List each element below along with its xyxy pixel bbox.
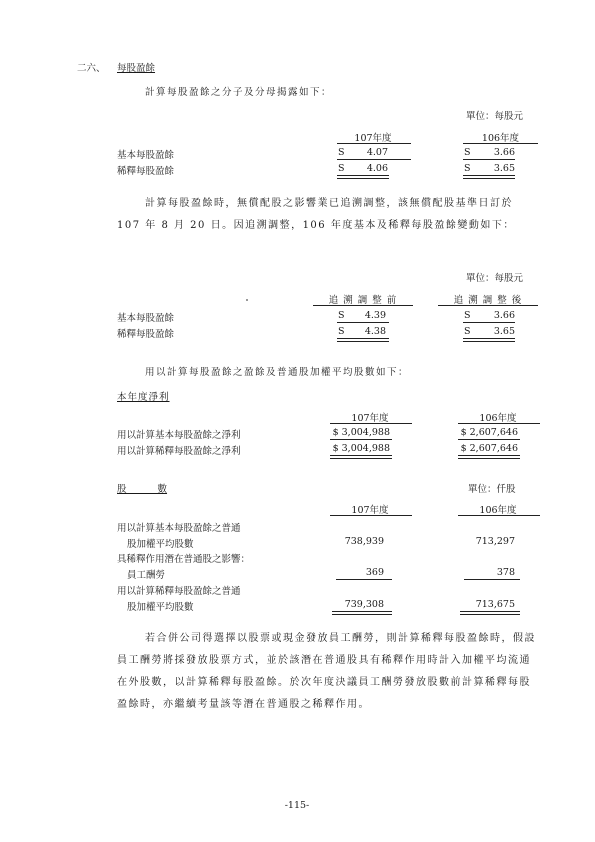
table1-row-basic-currency-2017: S <box>464 147 471 158</box>
table1-row-basic-value-2017: 3.66 <box>493 147 515 158</box>
table2-col-before: 追 溯 調 整 前 <box>328 295 398 306</box>
table4-employee-compensation-value-2017: 378 <box>496 567 515 578</box>
table2-row-diluted-currency-after: S <box>464 326 471 337</box>
table2-row-basic-value-before: 4.39 <box>364 310 386 321</box>
table4-row-basic-label-line1: 用以計算基本每股盈餘之普通 <box>117 523 241 534</box>
table1-row-diluted-value-2017: 3.65 <box>493 163 515 174</box>
table1-row-basic-value-2018: 4.07 <box>366 147 388 158</box>
table4-col-2018: 107年度 <box>351 505 389 516</box>
table2-unit: 單位：每股元 <box>466 273 524 284</box>
table3-row-basic-value-2017: $ 2,607,646 <box>460 427 518 438</box>
table2-row-diluted-value-after: 3.65 <box>493 326 515 337</box>
table1-col-2018: 107年度 <box>354 133 392 144</box>
intro-shares: 用以計算每股盈餘之盈餘及普通股加權平均股數如下： <box>145 367 410 378</box>
table4-employee-compensation-label: 員工酬勞 <box>127 570 166 581</box>
table1-row-basic-label: 基本每股盈餘 <box>117 150 175 161</box>
shares-title: 股 數 <box>117 484 168 495</box>
scan-speck <box>246 299 248 301</box>
table1-col-2017: 106年度 <box>481 133 520 144</box>
employee-compensation-paragraph: 若合併公司得選擇以股票或現金發放員工酬勞，則計算稀釋每股盈餘時，假設員工酬勞將採發放股票方式，並於該潛在普通股具有稀釋作用時計入加權平均流通在外股數，以計算稀釋每股盈餘。於次年度決議員工酬勞發放股數前計算稀釋每股盈餘時，亦繼續考量該等潛在普通股之稀釋作用。 <box>117 633 536 710</box>
table1-row-basic-currency-2018: S <box>338 147 345 158</box>
table4-col-2017: 106年度 <box>479 505 517 516</box>
table3-col-2018: 107年度 <box>351 413 389 424</box>
table2-row-basic-value-after: 3.66 <box>493 310 515 321</box>
page-number: -115- <box>284 800 310 811</box>
table3-row-diluted-value-2017: $ 2,607,646 <box>460 443 518 454</box>
section-number: 二六、 <box>77 63 106 74</box>
table2-row-basic-currency-after: S <box>464 310 471 321</box>
table1-row-diluted-value-2018: 4.06 <box>366 163 388 174</box>
table4-dilutive-effect-label: 具稀釋作用潛在普通股之影響： <box>117 554 251 565</box>
table4-row-basic-label-line2: 股加權平均股數 <box>127 539 194 550</box>
table1-row-diluted-label: 稀釋每股盈餘 <box>117 166 175 177</box>
table4-row-diluted-label-line1: 用以計算稀釋每股盈餘之普通 <box>117 586 241 597</box>
table3-row-basic-label: 用以計算基本每股盈餘之淨利 <box>117 430 241 441</box>
table3-row-diluted-label: 用以計算稀釋每股盈餘之淨利 <box>117 446 241 457</box>
retroactive-adjustment-paragraph: 計算每股盈餘時，無償配股之影響業已追溯調整，該無償配股基準日訂於 107 年 8 月 20 日。因追溯調整，106 年度基本及稀釋每股盈餘變動如下： <box>117 198 515 231</box>
table3-col-2017: 106年度 <box>479 413 517 424</box>
table2-row-diluted-label: 稀釋每股盈餘 <box>117 329 175 340</box>
section-title: 每股盈餘 <box>117 63 156 74</box>
table1-row-diluted-currency-2017: S <box>464 163 471 174</box>
table4-row-diluted-value-2018: 739,308 <box>344 599 384 610</box>
table4-row-basic-value-2017: 713,297 <box>475 536 515 547</box>
table4-employee-compensation-value-2018: 369 <box>365 567 384 578</box>
table2-row-basic-label: 基本每股盈餘 <box>117 313 175 324</box>
table2-row-diluted-value-before: 4.38 <box>364 326 386 337</box>
table2-row-basic-currency-before: S <box>338 310 345 321</box>
table4-unit: 單位：仟股 <box>468 484 516 495</box>
table4-row-basic-value-2018: 738,939 <box>344 536 384 547</box>
intro-disclosure: 計算每股盈餘之分子及分母揭露如下： <box>145 87 333 98</box>
table1-row-diluted-currency-2018: S <box>338 163 345 174</box>
table1-unit: 單位：每股元 <box>466 111 524 122</box>
table3-row-basic-value-2018: $ 3,004,988 <box>332 427 390 438</box>
net-income-title: 本年度淨利 <box>117 392 170 403</box>
table4-row-diluted-value-2017: 713,675 <box>475 599 515 610</box>
table2-row-diluted-currency-before: S <box>338 326 345 337</box>
table2-col-after: 追 溯 調 整 後 <box>453 295 523 306</box>
table3-row-diluted-value-2018: $ 3,004,988 <box>332 443 390 454</box>
table4-row-diluted-label-line2: 股加權平均股數 <box>127 602 194 613</box>
